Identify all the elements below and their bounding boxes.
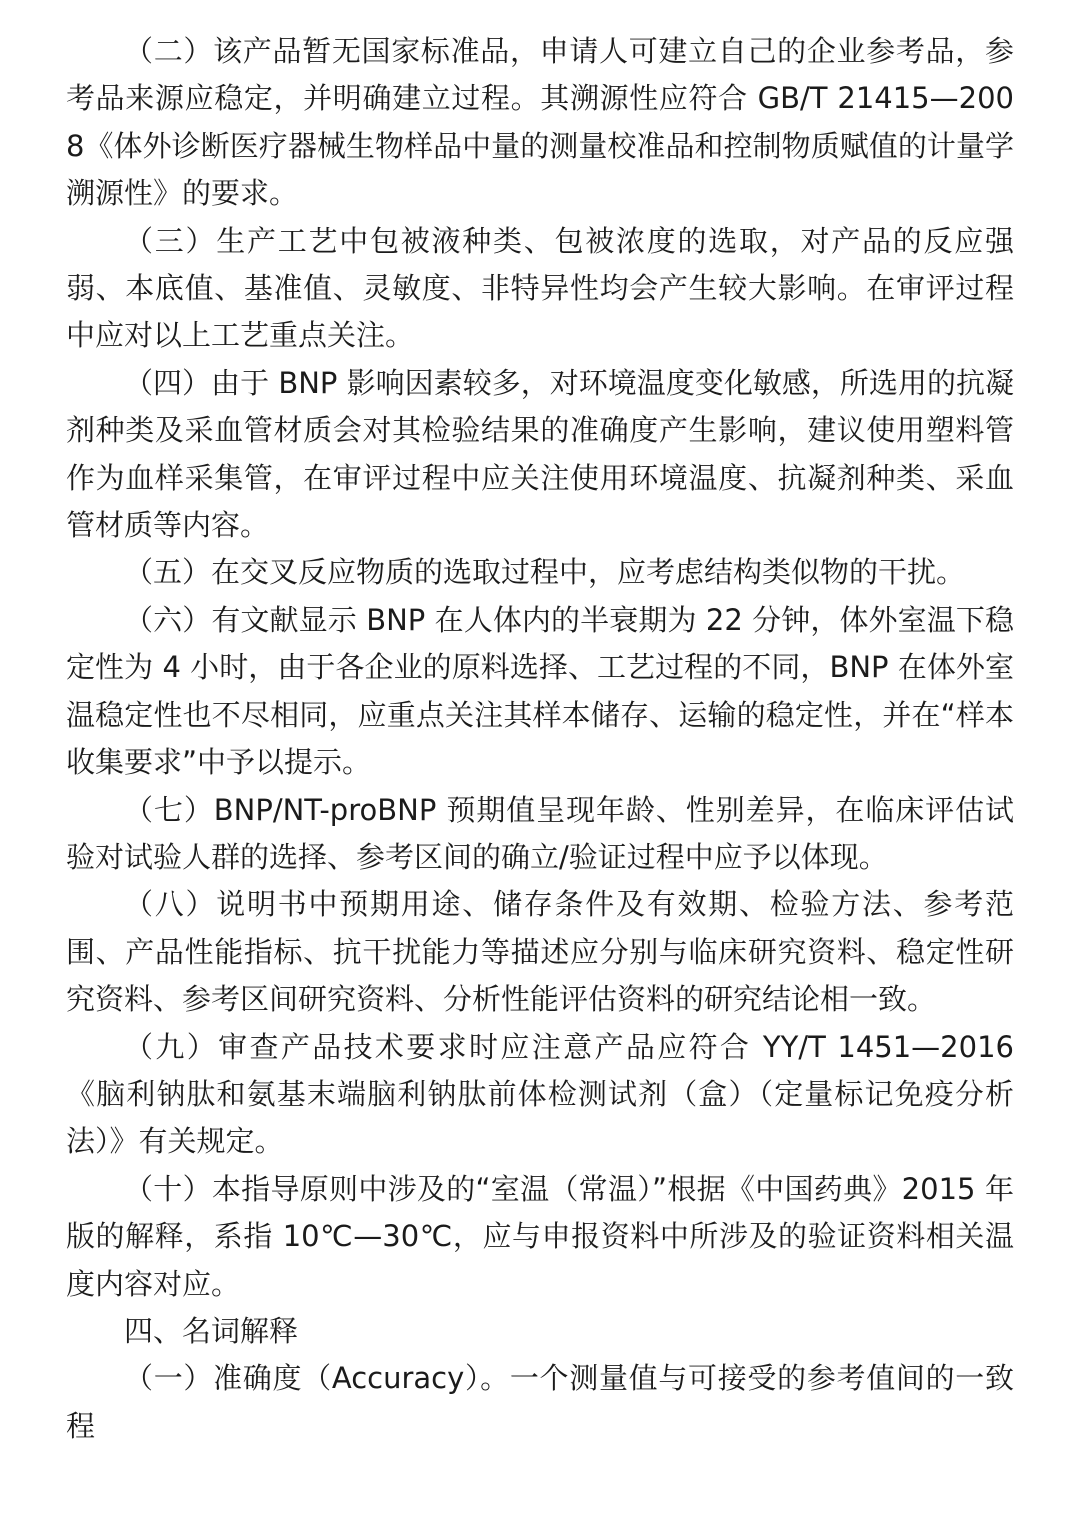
paragraph-5: （五）在交叉反应物质的选取过程中，应考虑结构类似物的干扰。: [124, 555, 966, 590]
paragraph-2: （二）该产品暂无国家标准品，申请人可建立自己的企业参考品，参考品来源应稳定，并明确建立过程。其溯源性应符合 GB/T 21415—2008《体外诊断医疗器械生物样品中量的测量校准品和控制物质赋值的计量学溯源性》的要求。: [66, 34, 1014, 211]
paragraph-8: （八）说明书中预期用途、储存条件及有效期、检验方法、参考范围、产品性能指标、抗干扰能力等描述应分别与临床研究资料、稳定性研究资料、参考区间研究资料、分析性能评估资料的研究结论相一致。: [66, 887, 1014, 1017]
definition-paragraph: （一）准确度（Accuracy）。一个测量值与可接受的参考值间的一致程: [66, 1361, 1014, 1443]
paragraph-7: （七）BNP/NT-proBNP 预期值呈现年龄、性别差异，在临床评估试验对试验人群的选择、参考区间的确立/验证过程中应予以体现。: [66, 792, 1014, 874]
paragraph-6: （六）有文献显示 BNP 在人体内的半衰期为 22 分钟，体外室温下稳定性为 4 小时，由于各企业的原料选择、工艺过程的不同，BNP 在体外室温稳定性也不尽相同，应重点关注其样本储存、运输的稳定性，并在“样本收集要求”中予以提示。: [66, 602, 1014, 780]
paragraph-10: （十）本指导原则中涉及的“室温（常温）”根据《中国药典》2015 年版的解释，系指 10℃—30℃，应与申报资料中所涉及的验证资料相关温度内容对应。: [66, 1171, 1014, 1301]
paragraph-4: （四）由于 BNP 影响因素较多，对环境温度变化敏感，所选用的抗凝剂种类及采血管材质会对其检验结果的准确度产生影响，建议使用塑料管作为血样采集管，在审评过程中应关注使用环境温度、抗凝剂种类、采血管材质等内容。: [66, 365, 1014, 543]
section-heading: 四、名词解释: [124, 1313, 299, 1348]
paragraph-9: （九）审查产品技术要求时应注意产品应符合 YY/T 1451—2016《脑利钠肽和氨基末端脑利钠肽前体检测试剂（盒）（定量标记免疫分析法）》有关规定。: [66, 1029, 1014, 1159]
paragraph-3: （三）生产工艺中包被液种类、包被浓度的选取，对产品的反应强弱、本底值、基准值、灵敏度、非特异性均会产生较大影响。在审评过程中应对以上工艺重点关注。: [66, 223, 1014, 353]
